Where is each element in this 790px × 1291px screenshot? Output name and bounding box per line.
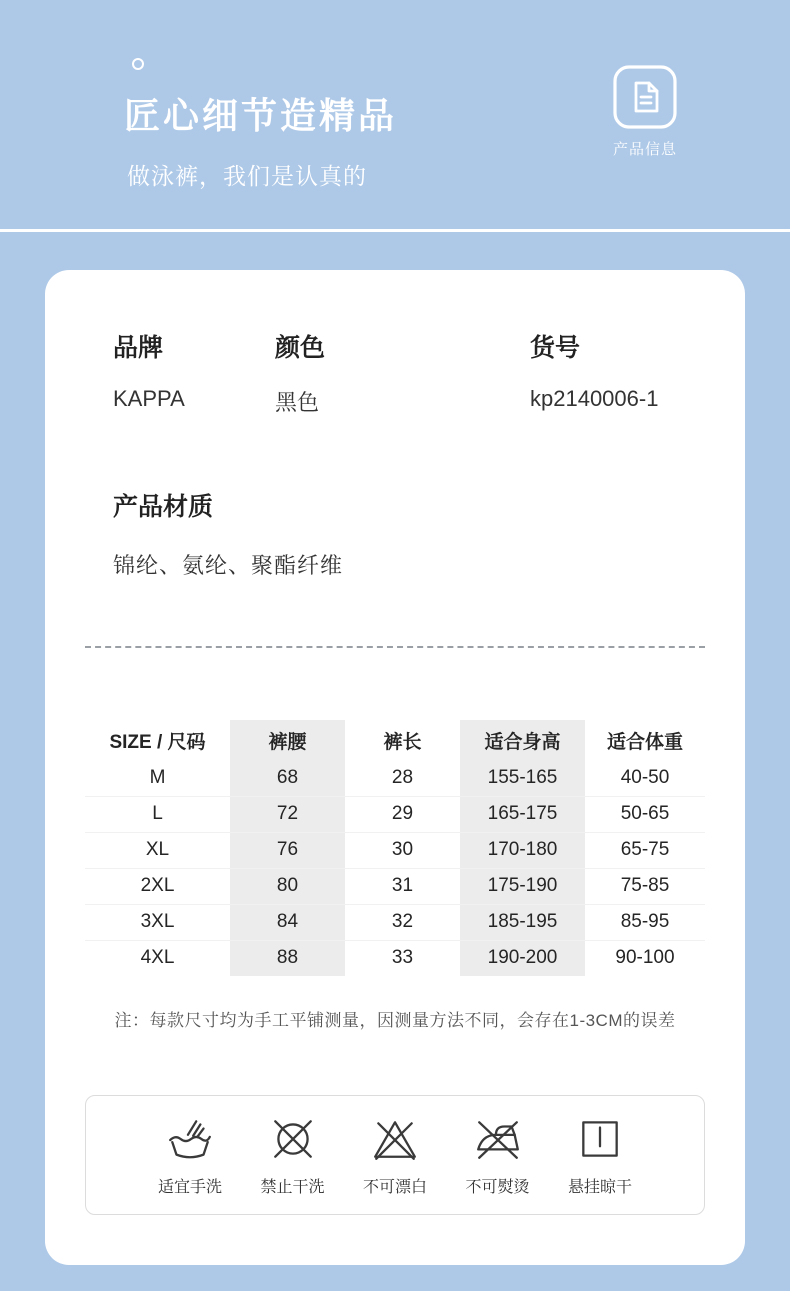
- table-cell: 90-100: [615, 947, 675, 969]
- care-item-label: 悬挂晾干: [567, 1178, 632, 1196]
- table-cell: 32: [391, 911, 414, 932]
- table-cell: 80: [230, 868, 345, 904]
- table-cell: 33: [391, 947, 414, 969]
- material-section: [113, 487, 745, 580]
- table-cell: 155-165: [460, 760, 585, 796]
- table-cell: L: [152, 803, 163, 824]
- color-label: 颜色: [275, 334, 326, 362]
- care-item-label: 禁止干洗: [260, 1178, 325, 1196]
- table-cell: 2XL: [140, 875, 175, 896]
- hand-wash-icon: [165, 1114, 215, 1164]
- table-cell: 170-180: [460, 832, 585, 868]
- table-cell: 3XL: [140, 911, 175, 932]
- brand-field: [113, 328, 275, 417]
- document-icon: [586, 64, 704, 130]
- color-value: 黑色: [275, 390, 320, 415]
- table-cell: 88: [230, 940, 345, 976]
- table-cell: 185-195: [460, 904, 585, 940]
- table-row: [85, 868, 705, 904]
- table-cell: 40-50: [620, 766, 670, 788]
- table-row: [85, 796, 705, 832]
- table-cell: 85-95: [620, 911, 670, 932]
- size-table-header: 适合体重: [606, 731, 683, 753]
- care-instructions: [85, 1095, 705, 1215]
- sku-label: 货号: [530, 334, 581, 362]
- care-item: [247, 1114, 339, 1197]
- color-field: [275, 328, 530, 417]
- circle-outline-icon: [132, 58, 144, 70]
- hang-dry-icon: [575, 1114, 625, 1164]
- table-cell: XL: [145, 839, 170, 860]
- table-row: [85, 832, 705, 868]
- product-info-badge: [586, 64, 704, 159]
- brand-value: KAPPA: [113, 386, 185, 411]
- care-item: [554, 1114, 646, 1197]
- no-dry-clean-icon: [268, 1114, 318, 1164]
- table-cell: 84: [230, 904, 345, 940]
- table-cell: 175-190: [460, 868, 585, 904]
- dashed-divider: [85, 646, 705, 648]
- size-table-header: SIZE / 尺码: [109, 731, 206, 753]
- table-cell: 68: [230, 760, 345, 796]
- no-iron-icon: [473, 1114, 523, 1164]
- hero-header: [0, 0, 790, 230]
- table-cell: 4XL: [140, 947, 175, 969]
- table-cell: 165-175: [460, 796, 585, 832]
- product-info-card: [45, 270, 745, 1265]
- care-item-label: 适宜手洗: [157, 1178, 222, 1196]
- care-item-label: 不可熨烫: [465, 1178, 530, 1196]
- table-cell: 29: [391, 803, 414, 824]
- care-item: [349, 1114, 441, 1197]
- care-item: [144, 1114, 236, 1197]
- brand-label: 品牌: [113, 334, 164, 362]
- table-cell: 31: [391, 875, 414, 896]
- material-label: 产品材质: [113, 493, 214, 521]
- basic-info-section: [113, 328, 745, 417]
- product-info-badge-label: 产品信息: [612, 141, 677, 158]
- table-cell: 190-200: [460, 940, 585, 976]
- table-row: [85, 760, 705, 796]
- table-cell: 75-85: [620, 875, 670, 896]
- table-row: [85, 904, 705, 940]
- table-row: [85, 940, 705, 976]
- no-bleach-icon: [370, 1114, 420, 1164]
- table-cell: 50-65: [620, 803, 670, 824]
- size-table: [85, 720, 705, 976]
- table-cell: 76: [230, 832, 345, 868]
- table-cell: 72: [230, 796, 345, 832]
- size-table-header-row: [85, 720, 705, 760]
- sku-value: kp2140006-1: [530, 386, 659, 411]
- table-cell: 28: [391, 766, 414, 788]
- size-table-header: 适合身高: [460, 720, 585, 760]
- material-value: 锦纶、氨纶、聚酯纤维: [113, 553, 344, 578]
- care-item: [452, 1114, 544, 1197]
- table-cell: M: [149, 766, 166, 788]
- sku-field: [530, 328, 745, 417]
- size-table-header: 裤腰: [230, 720, 345, 760]
- hero-divider: [0, 229, 790, 232]
- size-table-header: 裤长: [383, 731, 422, 753]
- page-title: 匠心细节造精品: [124, 95, 398, 136]
- measurement-note: 注：每款尺寸均为手工平铺测量，因测量方法不同，会存在1-3CM的误差: [114, 1011, 676, 1030]
- table-cell: 65-75: [620, 839, 670, 860]
- table-cell: 30: [391, 839, 414, 860]
- care-item-label: 不可漂白: [362, 1178, 427, 1196]
- page-subtitle: 做泳裤，我们是认真的: [127, 163, 367, 189]
